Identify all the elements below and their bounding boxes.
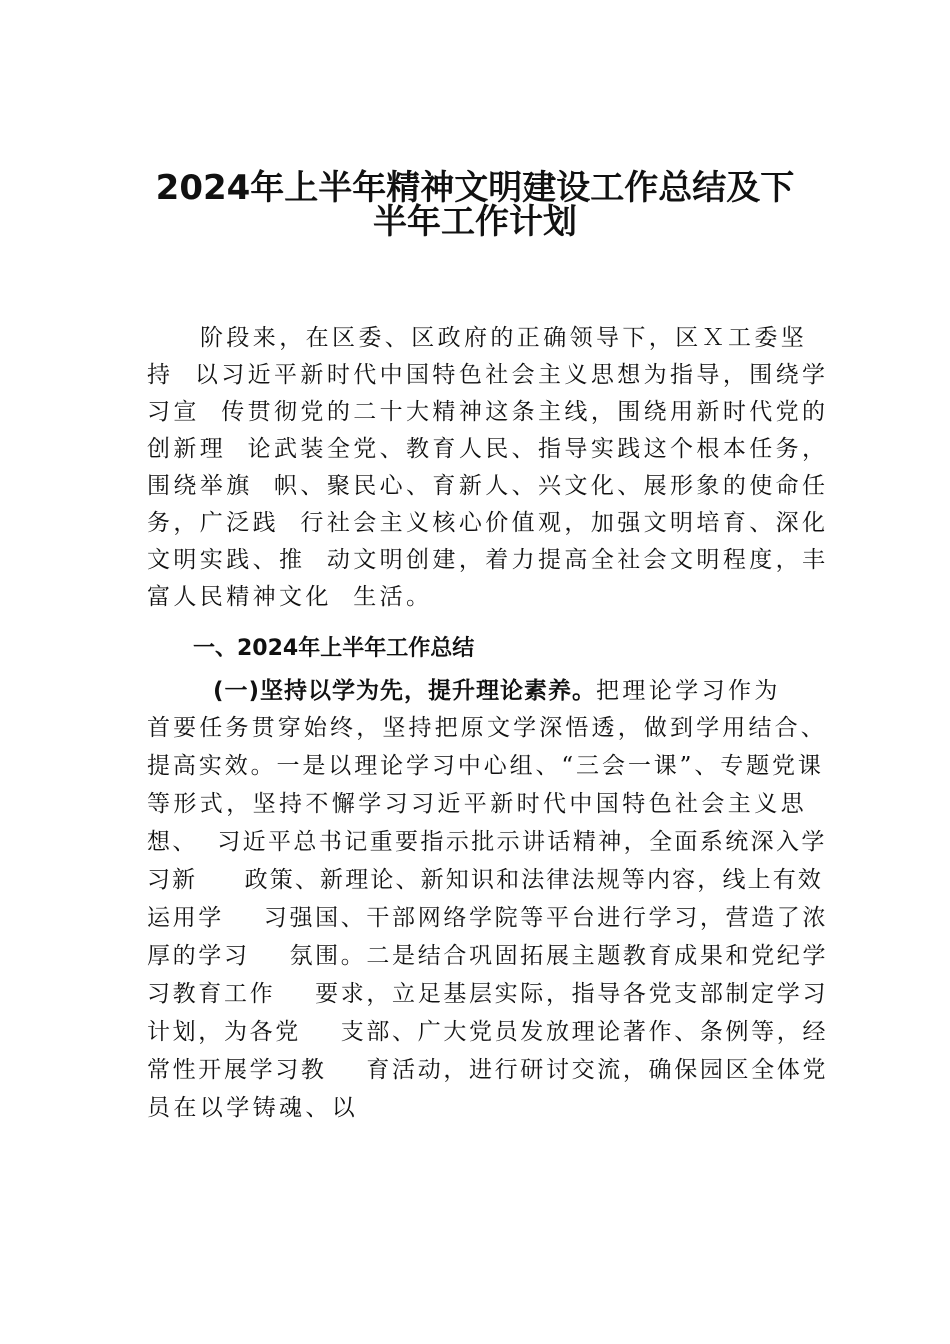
title-line-1: 2024年上半年精神文明建设工作总结及下 (155, 168, 795, 208)
section-heading: 一、2024年上半年工作总结 (193, 636, 475, 661)
body-line-3: 等形式，坚持不懈学习习近平新时代中国特色社会主义思 (147, 791, 807, 817)
intro-line-4: 创新理 论武装全党、教育人民、指导实践这个根本任务， (147, 436, 829, 462)
intro-line-1: 阶段来，在区委、区政府的正确领导下，区Ｘ工委坚 (200, 325, 808, 351)
intro-line-7: 文明实践、推 动文明创建，着力提高全社会文明程度，丰 (147, 547, 829, 573)
intro-line-5: 围绕举旗 帜、聚民心、育新人、兴文化、展形象的使命任 (147, 473, 829, 499)
title-line-2: 半年工作计划 (373, 202, 577, 242)
body-line-5: 习新 政策、新理论、新知识和法律法规等内容，线上有效 (147, 867, 824, 893)
body-line-6: 运用学 习强国、干部网络学院等平台进行学习，营造了浓 (147, 905, 829, 931)
body-line-8: 习教育工作 要求，立足基层实际，指导各党支部制定学习 (147, 981, 829, 1007)
body-line-10: 常性开展学习教 育活动，进行研讨交流，确保园区全体党 (147, 1057, 829, 1083)
body-line-1: 首要任务贯穿始终，坚持把原文学深悟透，做到学用结合、 (147, 715, 827, 741)
subsection-lead-rest: 把理论学习作为 (596, 678, 781, 704)
body-line-11: 员在以学铸魂、以 (147, 1095, 359, 1121)
body-line-4: 想、 习近平总书记重要指示批示讲话精神，全面系统深入学 (147, 829, 827, 855)
intro-line-2: 持 以习近平新时代中国特色社会主义思想为指导，围绕学 (147, 362, 829, 388)
body-line-2: 提高实效。一是以理论学习中心组、“三会一课”、专题党课 (147, 753, 824, 779)
subsection-lead: (一)坚持以学为先，提升理论素养。 (213, 678, 597, 704)
body-line-7: 厚的学习 氛围。二是结合巩固拓展主题教育成果和党纪学 (147, 943, 829, 969)
intro-line-6: 务，广泛践 行社会主义核心价值观，加强文明培育、深化 (147, 510, 829, 536)
body-line-9: 计划，为各党 支部、广大党员发放理论著作、条例等，经 (147, 1019, 829, 1045)
subsection-first-line (213, 673, 781, 709)
intro-line-3: 习宣 传贯彻党的二十大精神这条主线，围绕用新时代党的 (147, 399, 829, 425)
intro-line-8: 富人民精神文化 生活。 (147, 584, 433, 610)
